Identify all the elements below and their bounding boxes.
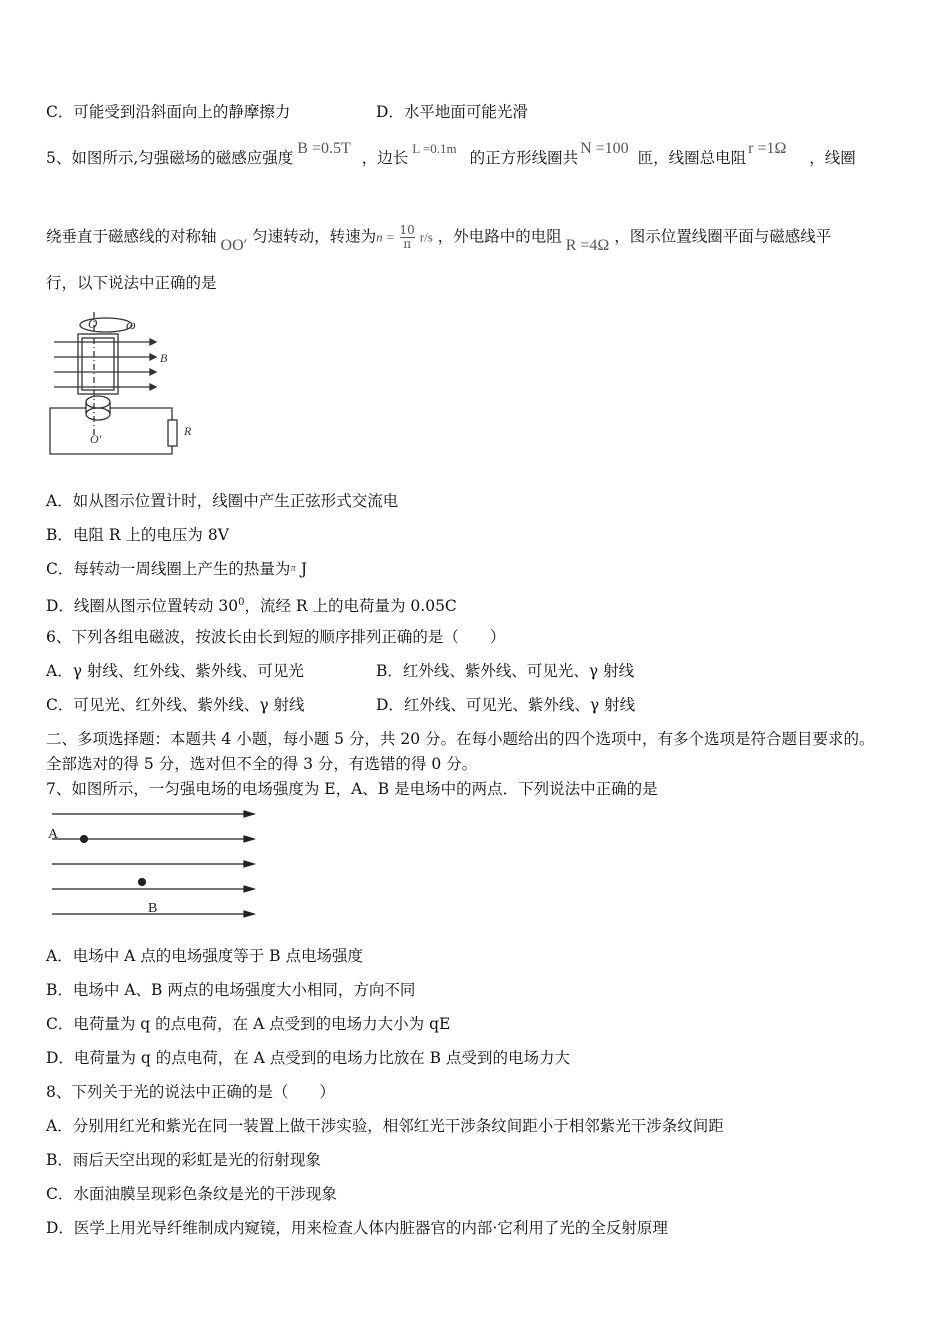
resistor-r [168, 420, 177, 446]
circuit-wire [50, 408, 172, 454]
q6-option-d: D．红外线、可见光、紫外线、γ 射线 [376, 696, 636, 714]
q5-stem-line1: 5、如图所示,匀强磁场的磁感应强度B =0.5T ，边长$^{L =0.1m}$ 的正方形线圈共N =100 匝，线圈总电阻r =1Ω ，线圈 [46, 140, 856, 167]
q7-option-a: A．电场中 A 点的电场强度等于 B 点电场强度 [46, 947, 363, 965]
q8-option-c: C．水面油膜呈现彩色条纹是光的干涉现象 [46, 1185, 337, 1203]
label-omega: ω [126, 318, 136, 333]
rotation-speed-fraction: $\frac{10}{\pi}$ [399, 223, 415, 251]
q5-stem-line2: 绕垂直于磁感线的对称轴 OO′ 匀速转动，转速为n = $\frac{10}{\pi}$ r/s ，外电路中的电阻 R =4Ω ，图示位置线圈平面与磁感线平 [46, 223, 832, 254]
q4-option-d: D．水平地面可能光滑 [376, 103, 528, 121]
q7-option-d: D．电荷量为 q 的点电荷，在 A 点受到的电场力比放在 B 点受到的电场力大 [46, 1049, 570, 1067]
q5-stem-line3: 行，以下说法中正确的是 [46, 274, 217, 292]
q8-option-b: B．雨后天空出现的彩虹是光的衍射现象 [46, 1151, 321, 1169]
label-o-bottom: O′ [90, 432, 102, 446]
label-r: R [184, 424, 192, 438]
point-a [81, 836, 88, 843]
field-lines [54, 339, 156, 390]
q5-option-b: B．电阻 R 上的电压为 8V [46, 526, 229, 544]
coil-figure [46, 310, 206, 460]
label-b: B [148, 901, 158, 916]
q6-option-a: A．γ 射线、红外线、紫外线、可见光 [46, 662, 304, 680]
q8-option-a: A．分别用红光和紫光在同一装置上做干涉实验，相邻红光干涉条纹间距小于相邻紫光干涉条纹间距 [46, 1117, 724, 1135]
section2-header-line1: 二、多项选择题：本题共 4 小题，每小题 5 分，共 20 分。在每小题给出的四个选项中，有多个选项是符合题目要求的。 [46, 730, 875, 748]
q7-option-b: B．电场中 A、B 两点的电场强度大小相同，方向不同 [46, 981, 416, 999]
q5-option-d: D．线圈从图示位置转动 $30^0$，流经 R 上的电荷量为 0.05C [46, 597, 457, 616]
coil [78, 334, 118, 394]
q5-option-c: C．每转动一周线圈上产生的热量为π J [46, 560, 308, 578]
q8-stem: 8、下列关于光的说法中正确的是（ ） [46, 1083, 335, 1101]
label-o-top: O [88, 316, 98, 331]
q4-option-c: C．可能受到沿斜面向上的静摩擦力 [46, 103, 291, 121]
q7-option-c: C．电荷量为 q 的点电荷，在 A 点受到的电场力大小为 qE [46, 1015, 451, 1033]
q8-option-d: D．医学上用光导纤维制成内窥镜，用来检查人体内脏器官的内部·它利用了光的全反射原理 [46, 1219, 668, 1237]
q6-option-b: B．红外线、紫外线、可见光、γ 射线 [376, 662, 635, 680]
section2-header-line2: 全部选对的得 5 分，选对但不全的得 3 分，有选错的得 0 分。 [46, 755, 478, 773]
electric-field-figure [46, 808, 260, 924]
label-a: A [48, 827, 59, 842]
q6-option-c: C．可见光、红外线、紫外线、γ 射线 [46, 696, 305, 714]
q6-stem: 6、下列各组电磁波，按波长由长到短的顺序排列正确的是（ ） [46, 628, 506, 646]
point-b [139, 879, 146, 886]
q7-stem: 7、如图所示，一匀强电场的电场强度为 E，A、B 是电场中的两点．下列说法中正确的是 [46, 780, 658, 798]
label-b: B [160, 351, 168, 365]
q5-option-a: A．如从图示位置计时，线圈中产生正弦形式交流电 [46, 492, 399, 510]
